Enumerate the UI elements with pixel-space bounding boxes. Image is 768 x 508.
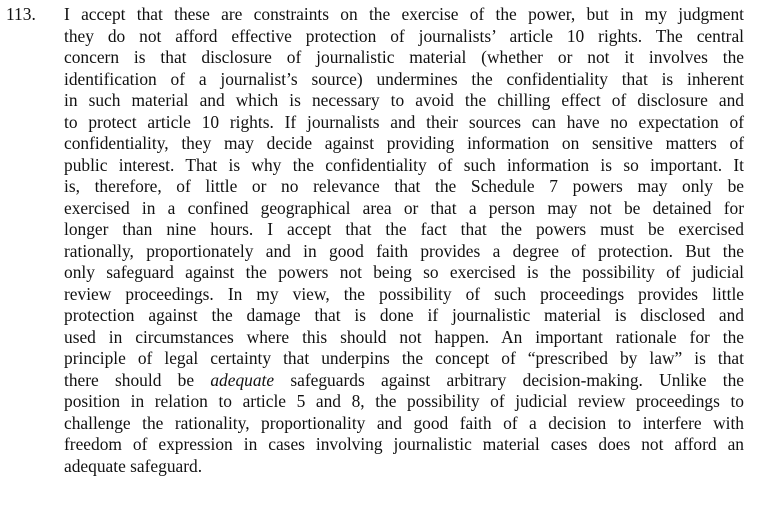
paragraph-line: they do not afford effective protection of journalists’ article 10 rights. The central bbox=[64, 25, 744, 46]
paragraph-line: public interest. That is why the confidentiality of such information is so important. It bbox=[64, 154, 744, 175]
paragraph-line: only safeguard against the powers not being so exercised is the possibility of judicial bbox=[64, 262, 744, 282]
paragraph-line: confidentiality, they may decide against providing information on sensitive matters of bbox=[64, 133, 744, 153]
paragraph-line: used in circumstances where this should not happen. An important rationale for the bbox=[64, 326, 744, 347]
paragraph-body bbox=[64, 4, 744, 477]
paragraph-line: concern is that disclosure of journalistic material (whether or not it involves the bbox=[64, 47, 744, 67]
paragraph-line: longer than nine hours. I accept that the fact that the powers must be exercised bbox=[64, 219, 744, 239]
paragraph-line: rationally, proportionately and in good faith provides a degree of protection. But the bbox=[64, 240, 744, 261]
paragraph-line: freedom of expression in cases involving journalistic material cases does not afford an bbox=[64, 434, 744, 454]
paragraph-line: position in relation to article 5 and 8, the possibility of judicial review proceedings to bbox=[64, 391, 744, 411]
paragraph-line: protection against the damage that is done if journalistic material is disclosed and bbox=[64, 305, 744, 325]
paragraph-line: in such material and which is necessary to avoid the chilling effect of disclosure and bbox=[64, 90, 744, 110]
judgment-paragraph bbox=[0, 4, 768, 508]
paragraph-line: exercised in a confined geographical area or that a person may not be detained for bbox=[64, 197, 744, 218]
paragraph-line: I accept that these are constraints on the exercise of the power, but in my judgment bbox=[64, 4, 744, 24]
paragraph-number: 113. bbox=[6, 4, 36, 24]
paragraph-line: principle of legal certainty that underpins the concept of “prescribed by law” is that bbox=[64, 348, 744, 368]
paragraph-line: is, therefore, of little or no relevance that the Schedule 7 powers may only be bbox=[64, 176, 744, 196]
paragraph-line: review proceedings. In my view, the possibility of such proceedings provides little bbox=[64, 283, 744, 304]
paragraph-line: identification of a journalist’s source) undermines the confidentiality that is inherent bbox=[64, 68, 744, 89]
paragraph-line: there should be adequate safeguards against arbitrary decision-making. Unlike the bbox=[64, 369, 744, 390]
paragraph-line: to protect article 10 rights. If journalists and their sources can have no expectation of bbox=[64, 111, 744, 132]
emphasis-adequate: adequate bbox=[210, 369, 275, 390]
paragraph-line: challenge the rationality, proportionality and good faith of a decision to interfere with bbox=[64, 412, 744, 433]
paragraph-line: adequate safeguard. bbox=[64, 455, 203, 476]
